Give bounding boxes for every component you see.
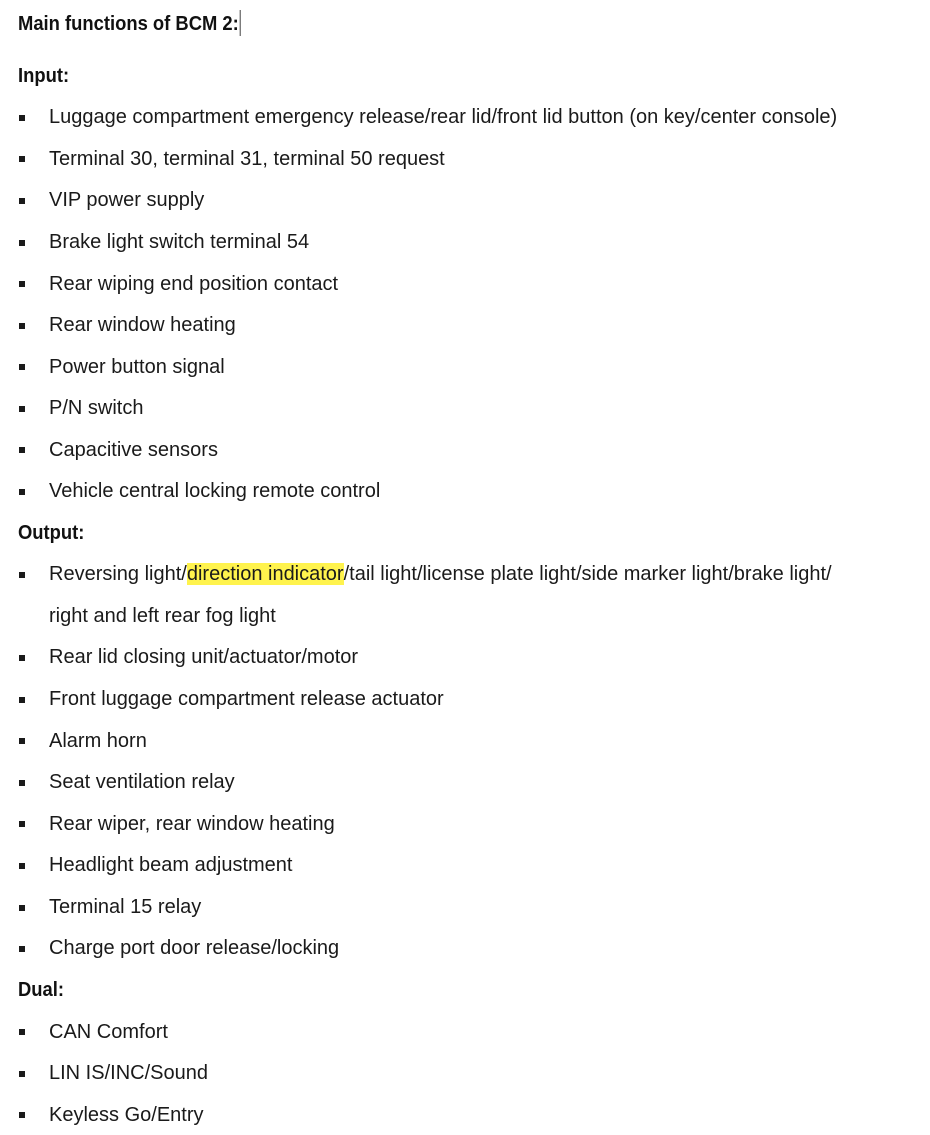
list-item-output-1 xyxy=(49,560,832,588)
bullet-icon xyxy=(19,240,25,246)
list-item-dual-1: CAN Comfort xyxy=(49,1021,168,1043)
highlighted-text: direction indicator xyxy=(186,563,344,585)
bullet-icon xyxy=(19,281,25,287)
bullet-icon xyxy=(19,738,25,744)
bullet-icon xyxy=(19,780,25,786)
bullet-icon xyxy=(19,323,25,329)
list-item-output-7: Headlight beam adjustment xyxy=(49,854,293,876)
list-item-output-2: Rear lid closing unit/actuator/motor xyxy=(49,646,359,668)
text-cursor xyxy=(240,10,241,36)
section-heading-input: Input: xyxy=(18,65,70,87)
list-item-input-6: Rear window heating xyxy=(49,314,236,336)
list-item-output-8: Terminal 15 relay xyxy=(49,896,202,918)
list-item-dual-3: Keyless Go/Entry xyxy=(49,1104,204,1126)
list-item-input-2: Terminal 30, terminal 31, terminal 50 request xyxy=(49,148,445,170)
section-heading-dual: Dual: xyxy=(18,979,64,1001)
list-item-output-5: Seat ventilation relay xyxy=(49,771,235,793)
page-title xyxy=(18,10,241,38)
bullet-icon xyxy=(19,697,25,703)
bullet-icon xyxy=(19,1071,25,1077)
bullet-icon xyxy=(19,946,25,952)
list-item-input-7: Power button signal xyxy=(49,356,225,378)
bullet-icon xyxy=(19,1112,25,1118)
list-item-input-10: Vehicle central locking remote control xyxy=(49,480,381,502)
list-item-output-9: Charge port door release/locking xyxy=(49,937,340,959)
list-item-input-9: Capacitive sensors xyxy=(49,439,218,461)
list-item-output-4: Alarm horn xyxy=(49,730,147,752)
bullet-icon xyxy=(19,198,25,204)
list-item-input-4: Brake light switch terminal 54 xyxy=(49,231,310,253)
list-item-input-8: P/N switch xyxy=(49,397,144,419)
bullet-icon xyxy=(19,364,25,370)
list-item-output-1-after: /tail light/license plate light/side marker light/brake light/ xyxy=(343,563,832,585)
bullet-icon xyxy=(19,156,25,162)
list-item-output-1-continuation: right and left rear fog light xyxy=(49,605,276,627)
bullet-icon xyxy=(19,406,25,412)
bullet-icon xyxy=(19,655,25,661)
bullet-icon xyxy=(19,572,25,578)
list-item-input-3: VIP power supply xyxy=(49,189,205,211)
page-title-text: Main functions of BCM 2: xyxy=(18,13,239,35)
bullet-icon xyxy=(19,821,25,827)
bullet-icon xyxy=(19,447,25,453)
section-heading-output: Output: xyxy=(18,522,85,544)
bullet-icon xyxy=(19,905,25,911)
list-item-input-5: Rear wiping end position contact xyxy=(49,273,339,295)
list-item-output-3: Front luggage compartment release actuator xyxy=(49,688,444,710)
bullet-icon xyxy=(19,489,25,495)
bullet-icon xyxy=(19,863,25,869)
list-item-output-6: Rear wiper, rear window heating xyxy=(49,813,335,835)
list-item-output-1-before: Reversing light/ xyxy=(49,563,187,585)
bullet-icon xyxy=(19,115,25,121)
list-item-input-1: Luggage compartment emergency release/rear lid/front lid button (on key/center console) xyxy=(49,106,838,128)
bullet-icon xyxy=(19,1029,25,1035)
list-item-dual-2: LIN IS/INC/Sound xyxy=(49,1062,208,1084)
